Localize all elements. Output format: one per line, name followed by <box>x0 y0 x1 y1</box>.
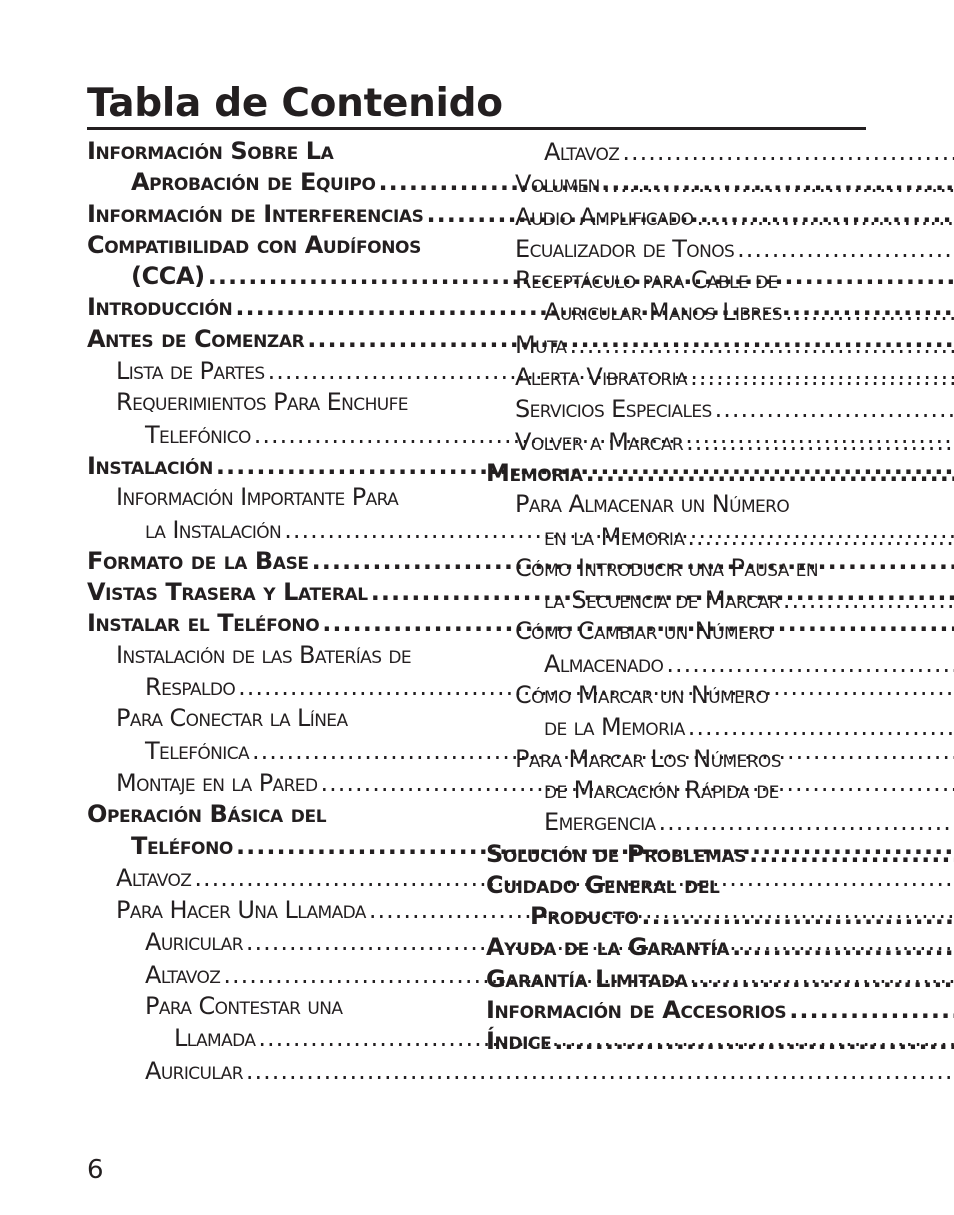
toc-entry-text: Audio Amplificado <box>515 202 694 231</box>
dot-leader <box>666 649 954 680</box>
toc-entry[interactable] <box>486 932 860 963</box>
toc-entry[interactable] <box>87 640 462 704</box>
dot-leader <box>715 394 954 425</box>
toc-entry[interactable] <box>87 292 462 323</box>
toc-entry-text: la Secuencia de Marcar <box>544 586 780 615</box>
toc-entry[interactable] <box>486 839 860 870</box>
dot-leader <box>690 362 954 393</box>
title-divider <box>87 127 866 130</box>
toc-entry-text: Información de Accesorios <box>486 996 787 1025</box>
toc-entry-text: Instalar el Teléfono <box>87 609 320 638</box>
toc-entry[interactable] <box>87 199 462 230</box>
toc-entry-text: Cómo Marcar un Número <box>515 681 769 710</box>
toc-entry[interactable] <box>486 489 860 553</box>
toc-entry-text: Emergencia <box>544 808 656 837</box>
toc-entry-text: Formato de la Base <box>87 546 309 575</box>
dot-leader <box>749 839 954 870</box>
toc-entry-text: Almacenado <box>544 649 664 678</box>
toc-entry-text: Aprobación de Equipo <box>131 168 376 197</box>
dot-leader <box>569 330 954 361</box>
toc-entry-text: Para Hacer Una Llamada <box>116 896 366 925</box>
toc-entry-text: Requerimientos Para Enchufe <box>116 388 408 417</box>
dot-leader <box>586 458 954 489</box>
toc-entry[interactable] <box>486 393 860 425</box>
toc-entry-text: Vistas Trasera y Lateral <box>87 578 368 607</box>
page-title: Tabla de Contenido <box>87 81 503 126</box>
toc-entry[interactable] <box>486 136 860 168</box>
toc-entry[interactable] <box>87 230 462 293</box>
toc-entry[interactable] <box>486 361 860 393</box>
toc-entry-text: Introducción <box>87 293 233 322</box>
toc-entry-text: Cómo Cambiar un Número <box>515 617 773 646</box>
toc-entry-text: Altavoz <box>145 960 221 989</box>
toc-entry-text: Para Almacenar un Número <box>515 490 790 519</box>
toc-entry-text: Índice <box>486 1027 552 1056</box>
dot-leader <box>691 964 954 995</box>
toc-entry-text: Receptáculo para Cable de <box>515 266 778 295</box>
toc-entry-text: Producto <box>530 902 639 931</box>
toc-entry-text: Respaldo <box>145 673 236 702</box>
toc-entry[interactable] <box>486 1026 860 1057</box>
toc-entry[interactable] <box>486 744 860 839</box>
toc-entry[interactable] <box>87 324 462 355</box>
toc-entry[interactable] <box>87 482 462 546</box>
toc-entry-text: la Instalación <box>145 515 282 544</box>
toc-entry[interactable] <box>486 426 860 458</box>
toc-entry[interactable] <box>87 608 462 639</box>
toc-entry[interactable] <box>87 703 462 767</box>
toc-entry-text: de la Memoria <box>544 713 685 742</box>
toc-entry[interactable] <box>486 233 860 265</box>
toc-entry-text: Para Contestar una <box>145 992 343 1021</box>
dot-leader <box>622 137 954 168</box>
toc-entry-text: Operación Básica del <box>87 800 327 829</box>
toc-entry[interactable] <box>87 546 462 577</box>
dot-leader <box>696 202 954 233</box>
toc-entry[interactable] <box>486 458 860 489</box>
toc-entry-text: Instalación <box>87 451 213 480</box>
toc-entry[interactable] <box>87 894 462 926</box>
toc-entry[interactable] <box>87 451 462 482</box>
toc-entry-text: Instalación de las Baterías de <box>116 640 412 669</box>
toc-entry[interactable] <box>486 870 860 933</box>
dot-leader <box>732 932 954 963</box>
toc-entry-text: Información Sobre La <box>87 137 334 165</box>
dot-leader <box>603 169 954 200</box>
toc-entry-text: Servicios Especiales <box>515 395 712 424</box>
toc-entry[interactable] <box>87 926 462 958</box>
dot-leader <box>659 807 954 838</box>
toc-entry-text: Cuidado General del <box>486 870 720 899</box>
toc-entry-text: Para Marcar Los Números <box>515 744 781 773</box>
toc-entry[interactable] <box>486 553 860 617</box>
toc-left-column <box>87 136 462 1087</box>
toc-entry-text: Ayuda de la Garantía <box>486 933 730 962</box>
toc-entry[interactable] <box>87 767 462 799</box>
toc-entry[interactable] <box>87 355 462 387</box>
toc-entry[interactable] <box>486 995 860 1026</box>
toc-entry-text: Muta <box>515 330 567 359</box>
toc-entry-text: Altavoz <box>116 863 192 892</box>
toc-entry-text: Solución de Problemas <box>486 839 747 868</box>
dot-leader <box>686 427 954 458</box>
toc-entry[interactable] <box>87 959 462 991</box>
toc-entry[interactable] <box>87 862 462 894</box>
toc-entry[interactable] <box>486 616 860 680</box>
toc-entry-text: Lista de Partes <box>116 357 265 386</box>
toc-entry[interactable] <box>486 168 860 200</box>
toc-entry-text: Montaje en la Pared <box>116 768 318 797</box>
toc-entry-text: Ecualizador de Tonos <box>515 234 735 263</box>
toc-entry-text: Información Importante Para <box>116 483 399 512</box>
dot-leader <box>783 585 954 616</box>
toc-entry[interactable] <box>87 1055 462 1087</box>
toc-entry[interactable] <box>87 577 462 608</box>
toc-entry-text: Volumen <box>515 170 600 199</box>
toc-entry-text: Teléfono <box>131 831 233 860</box>
toc-entry-text: Información de Interferencias <box>87 199 424 228</box>
toc-entry-text: de Marcación Rápida de <box>544 775 779 804</box>
dot-leader <box>641 901 954 932</box>
toc-entry[interactable] <box>87 136 462 199</box>
page-number: 6 <box>87 1155 104 1185</box>
dot-leader <box>246 1056 954 1087</box>
toc-entry-text: Llamada <box>174 1024 256 1053</box>
toc-entry-text: Auricular <box>145 928 243 957</box>
toc-entry-text: Para Conectar la Línea <box>116 704 348 733</box>
toc-entry[interactable] <box>486 265 860 329</box>
dot-leader <box>789 995 954 1026</box>
toc-entry[interactable] <box>87 799 462 862</box>
toc-entry[interactable] <box>87 991 462 1055</box>
toc-entry-text: Garantía Limitada <box>486 964 688 993</box>
toc-entry-text: Alerta Vibratoria <box>515 363 688 392</box>
dot-leader <box>688 712 954 743</box>
toc-entry[interactable] <box>486 964 860 995</box>
toc-entry[interactable] <box>486 680 860 744</box>
toc-entry-text: Antes de Comenzar <box>87 324 305 353</box>
toc-entry-text: Compatibilidad con Audífonos <box>87 230 421 259</box>
toc-entry-text: Cómo Introducir una Pausa en <box>515 553 819 582</box>
toc-entry[interactable] <box>87 387 462 451</box>
toc-entry-text: Volver a Marcar <box>515 427 684 456</box>
toc-entry-text: Telefónica <box>145 736 250 765</box>
toc-entry-text: Telefónico <box>145 420 251 449</box>
toc-right-column <box>486 136 860 1058</box>
toc-entry-text: Auricular Manos Libres <box>544 298 782 327</box>
toc-entry-text: Auricular <box>145 1056 243 1085</box>
toc-entry-text: en la Memoria <box>544 522 685 551</box>
dot-leader <box>785 297 954 328</box>
toc-entry[interactable] <box>486 201 860 233</box>
toc-entry-text: (CCA) <box>131 262 205 291</box>
toc-entry[interactable] <box>486 329 860 361</box>
dot-leader <box>554 1026 954 1057</box>
dot-leader <box>687 522 954 553</box>
toc-entry-text: Altavoz <box>544 138 620 166</box>
dot-leader <box>737 234 954 265</box>
toc-entry-text: Memoria <box>486 458 583 487</box>
